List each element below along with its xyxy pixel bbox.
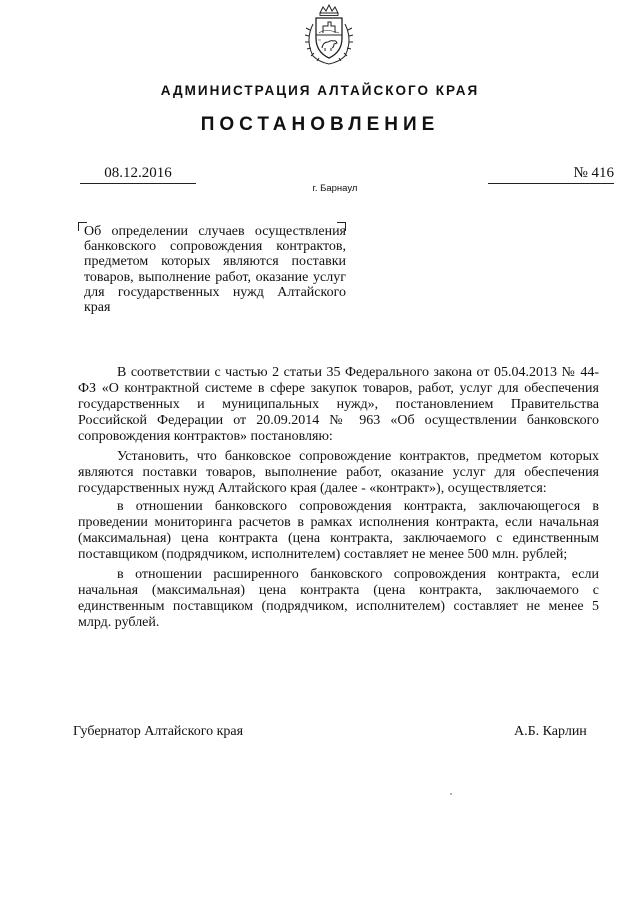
document-number: № 416 <box>488 165 614 184</box>
body-paragraph-monitoring: в отношении банковского сопровождения контракта, заключающегося в проведении мониторинга расчетов в рамках исполнения контракта, если начальная (максимальная) цена контракта (цена контракта, заключаемого с единственным поставщиком (подрядчиком, исполнителем) составляет не менее 500 млн. рублей; <box>78 499 599 562</box>
document-date: 08.12.2016 <box>80 165 196 184</box>
document-subject-block <box>78 222 346 315</box>
signatory-position: Губернатор Алтайского края <box>73 724 244 739</box>
body-paragraph-resolution: Установить, что банковское сопровождение контрактов, предметом которых являются поставки товаров, выполнение работ, оказание услуг для обеспечения государственных нужд Алтайского края (далее - «контракт»), осуществляется: <box>78 449 599 496</box>
signatory-name: А.Б. Карлин <box>514 724 587 739</box>
document-type-title: ПОСТАНОВЛЕНИЕ <box>200 114 440 135</box>
document-subject: Об определении случаев осуществления банковского сопровождения контрактов, предметом которых являются поставки товаров, выполнение работ, оказание услуг для государственных нужд Алтайского края <box>84 224 346 316</box>
document-city: г. Барнаул <box>312 183 358 194</box>
document-body <box>78 365 599 635</box>
body-paragraph-extended: в отношении расширенного банковского сопровождения контракта, если начальная (максимальная) цена контракта (цена контракта, заключаемого с единственным поставщиком (подрядчиком, исполнителем) составляет не менее 5 млрд. рублей. <box>78 567 599 630</box>
scan-speck <box>450 793 452 795</box>
subject-corner-mark-right <box>337 222 346 231</box>
coat-of-arms-emblem <box>303 4 355 66</box>
organization-name: АДМИНИСТРАЦИЯ АЛТАЙСКОГО КРАЯ <box>160 83 480 98</box>
body-paragraph-preamble: В соответствии с частью 2 статьи 35 Федерального закона от 05.04.2013 № 44-ФЗ «О контрактной системе в сфере закупок товаров, работ, услуг для обеспечения государственных и муниципальных нужд», постановлением Правительства Российской Федерации от 20.09.2014 № 963 «Об осуществлении банковского сопровождения контрактов» постановляю: <box>78 365 599 444</box>
subject-corner-mark-left <box>78 222 87 231</box>
